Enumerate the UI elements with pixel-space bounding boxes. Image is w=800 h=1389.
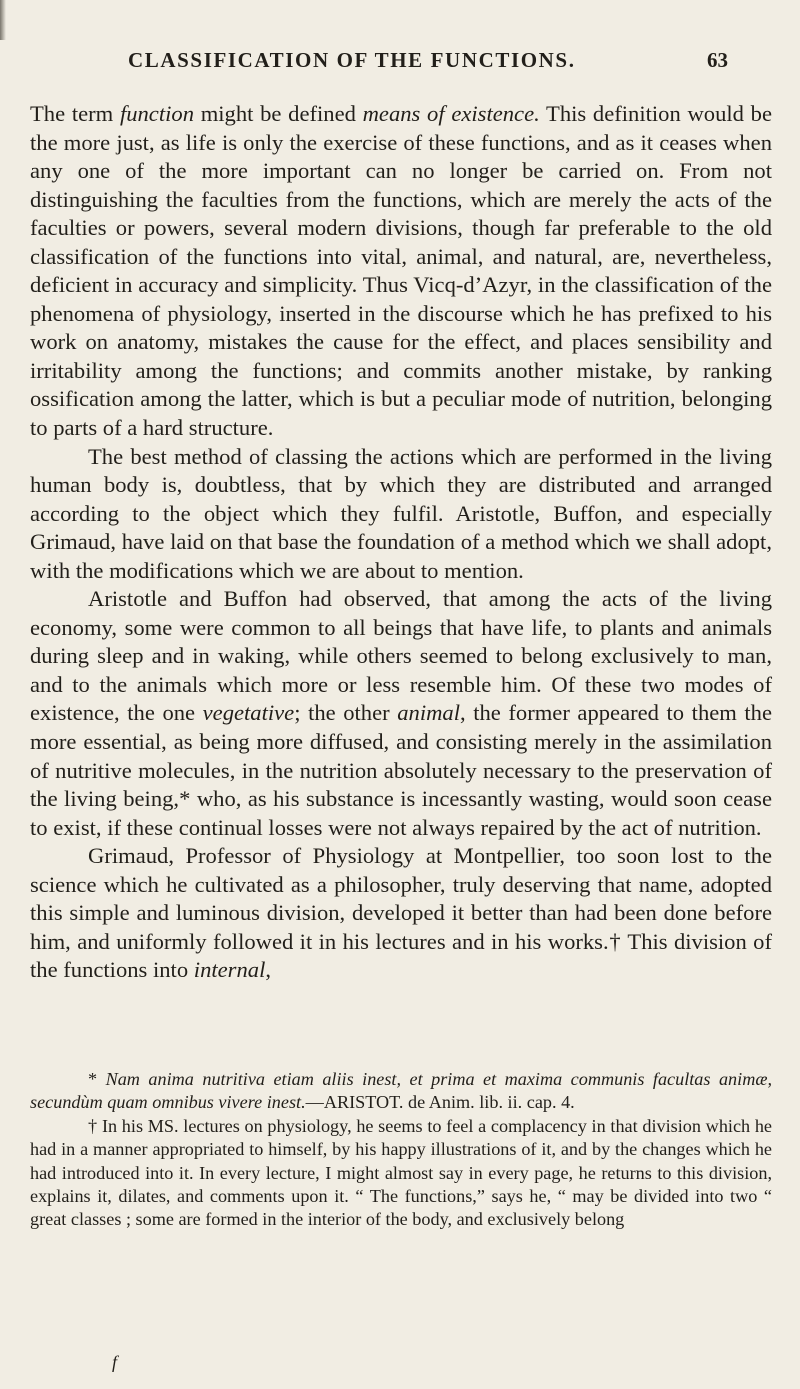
footnote-2 bbox=[30, 1115, 772, 1232]
footnote-2-marker: † bbox=[88, 1115, 102, 1136]
paragraph-4 bbox=[30, 842, 772, 985]
page-number: 63 bbox=[707, 48, 728, 72]
paragraph-2 bbox=[30, 443, 772, 586]
paragraph-1-italic-2: means of existence. bbox=[362, 101, 540, 126]
paragraph-3-italic-2: animal bbox=[397, 700, 460, 726]
paragraph-3-text-1: Aristotle and Buffon had observed, that among the acts of the living economy, some were common to all beings that have life, to plants and animals during sleep and in waking, while others seemed to belong exclusively to man, and to the animals which more or less resemble him. Of these two modes of existence, the one bbox=[30, 586, 772, 726]
paragraph-1 bbox=[30, 100, 772, 443]
paragraph-3-text-3: , the former appeared to them the more essential, as being more diffused, and consisting merely in the assimilation of nutritive molecules, in the nutrition absolutely necessary to the preservation of the living being,* who, as his substance is incessantly wasting, would soon cease to exist, if these continual losses were not always repaired by the act of nutrition. bbox=[30, 700, 773, 840]
footnote-1-citation: —ARISTOT. de Anim. lib. ii. cap. 4. bbox=[305, 1092, 575, 1113]
paragraph-4-text-1: Grimaud, Professor of Physiology at Montpellier, too soon lost to the science which he cultivated as a philosopher, truly deserving that name, adopted this simple and luminous division, developed it better than had been done before him, and uniformly followed it in his lectures and in his works.† This division of the functions into bbox=[30, 843, 772, 983]
paragraph-2-text: The best method of classing the actions which are performed in the living human body is, doubtless, that by which they are distributed and arranged according to the object which they fulfil. Aristotle, Buffon, and especially Grimaud, have laid on that base the foundation of a method which we shall adopt, with the modifications which we are about to mention. bbox=[30, 443, 772, 583]
paragraph-1-text-1: The term bbox=[30, 101, 120, 126]
body-text bbox=[30, 100, 772, 985]
footnote-1 bbox=[30, 1068, 772, 1115]
paragraph-3-text-2: ; the other bbox=[294, 700, 398, 726]
paragraph-4-text-2: , bbox=[265, 957, 271, 983]
paragraph-3 bbox=[30, 585, 772, 842]
page-edge-shadow bbox=[0, 0, 6, 40]
footnote-2-text: In his MS. lectures on physiology, he seems to feel a complacency in that division which he had in a manner appropriated to himself, by his happy illustrations of it, and by the changes which he had introduced into it. In every lecture, I might almost say in every page, he returns to this division, explains it, dilates, and comments upon it. “ The functions,” says he, “ may be divided into two “ great classes ; some are formed in the interior of the body, and exclusively belong bbox=[30, 1115, 772, 1230]
paragraph-1-italic-1: function bbox=[119, 101, 194, 126]
paragraph-4-italic-1: internal bbox=[193, 957, 266, 983]
running-header bbox=[128, 48, 728, 78]
footnote-1-marker: * bbox=[88, 1069, 106, 1089]
running-title: CLASSIFICATION OF THE FUNCTIONS. bbox=[128, 48, 576, 72]
catchword: f bbox=[112, 1352, 118, 1372]
paragraph-1-text-3: This definition would be the more just, as life is only the exercise of these functions, and as it ceases when any one of the more important can no longer be carried on. From not distinguishing the faculties from the functions, which are merely the acts of the faculties or powers, several modern divisions, though far preferable to the old classification of the functions into vital, animal, and natural, are, nevertheless, deficient in accuracy and simplicity. Thus Vicq-d’Azyr, in the classification of the phenomena of physiology, inserted in the discourse which he has prefixed to his work on anatomy, mistakes the cause for the effect, and places sensibility and irritability among the functions; and commits another mistake, by ranking ossification among the latter, which is but a peculiar mode of nutrition, belonging to parts of a hard structure. bbox=[30, 101, 772, 441]
paragraph-3-italic-1: vegetative bbox=[202, 700, 295, 726]
footnotes bbox=[30, 1068, 772, 1232]
footnote-1-quote: Nam anima nutritiva etiam aliis inest, et prima et maxima communis facultas animæ, secundùm quam omnibus vivere inest. bbox=[30, 1069, 773, 1113]
paragraph-1-text-2: might be defined bbox=[194, 101, 363, 126]
